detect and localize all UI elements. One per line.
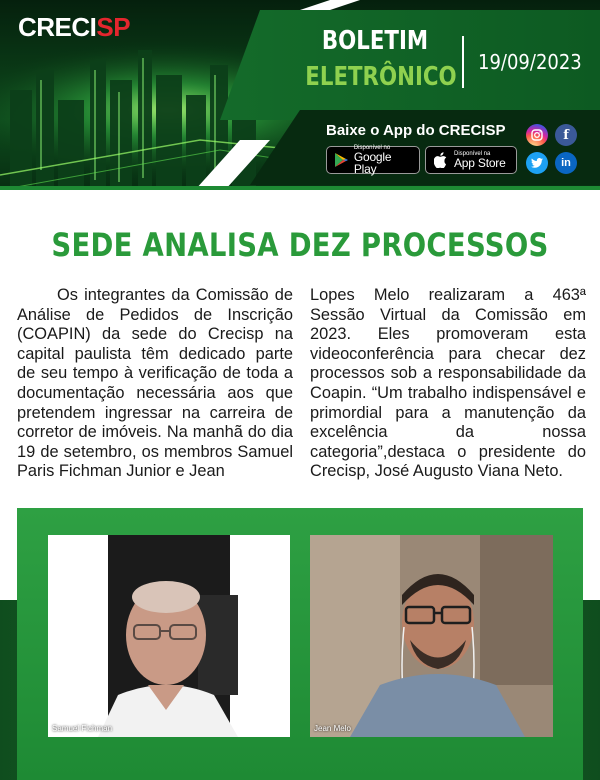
google-play-button[interactable] [326,146,420,174]
header-divider [462,36,464,88]
apple-icon [432,151,450,169]
app-download-label: Baixe o App do CRECISP [326,122,506,139]
bulletin-subtitle: ELETRÔNICO [305,62,457,92]
linkedin-icon[interactable]: in [555,152,577,174]
google-play-icon [333,151,350,169]
instagram-icon[interactable] [526,124,548,146]
participant-label-right: Jean Melo [314,724,351,733]
crecisp-logo[interactable] [18,12,130,43]
bulletin-title: BOLETIM [321,26,429,56]
article-left-column: Os integrantes da Comissão de Análise de Pedidos de Inscrição (COAPIN) da sede do Crecisp na capital paulista têm dedicado parte de seu tempo à verificação de toda a documentação necessária aos que pretendem ingressar na carreira de corretor de imóveis. Na manhã do dia 19 de setembro, os membros Samuel Paris Fichman Junior e Jean [17,286,293,481]
participant-label-left: Samuel Fichman [52,724,113,733]
video-tile-right [310,535,553,737]
google-play-small-text: Disponível no [353,145,391,151]
video-tile-left [48,535,290,737]
app-store-button[interactable] [425,146,517,174]
participant-photo-left [48,535,290,737]
facebook-icon[interactable]: f [555,124,577,146]
app-store-big-text: App Store [454,156,506,170]
logo-accent-text: SP [96,12,131,42]
participant-photo-right [310,535,553,737]
app-store-small-text: Disponível na [454,151,491,157]
article-headline: SEDE ANALISA DEZ PROCESSOS [51,226,549,264]
header-banner [0,0,600,200]
twitter-icon[interactable] [526,152,548,174]
article-right-column: Lopes Melo realizaram a 463ª Sessão Virtual da Comissão em 2023. Eles promoveram esta videoconferência para checar dez processos sob a responsabilidade da Coapin. “Um trabalho indispensável e primordial para a manutenção da excelência da nossa categoria”,destaca o presidente do Crecisp, José Augusto Viana Neto. [310,286,586,481]
bulletin-date: 19/09/2023 [478,50,582,74]
logo-main-text: CRECI [18,12,97,42]
google-play-big-text: Google Play [353,150,392,176]
